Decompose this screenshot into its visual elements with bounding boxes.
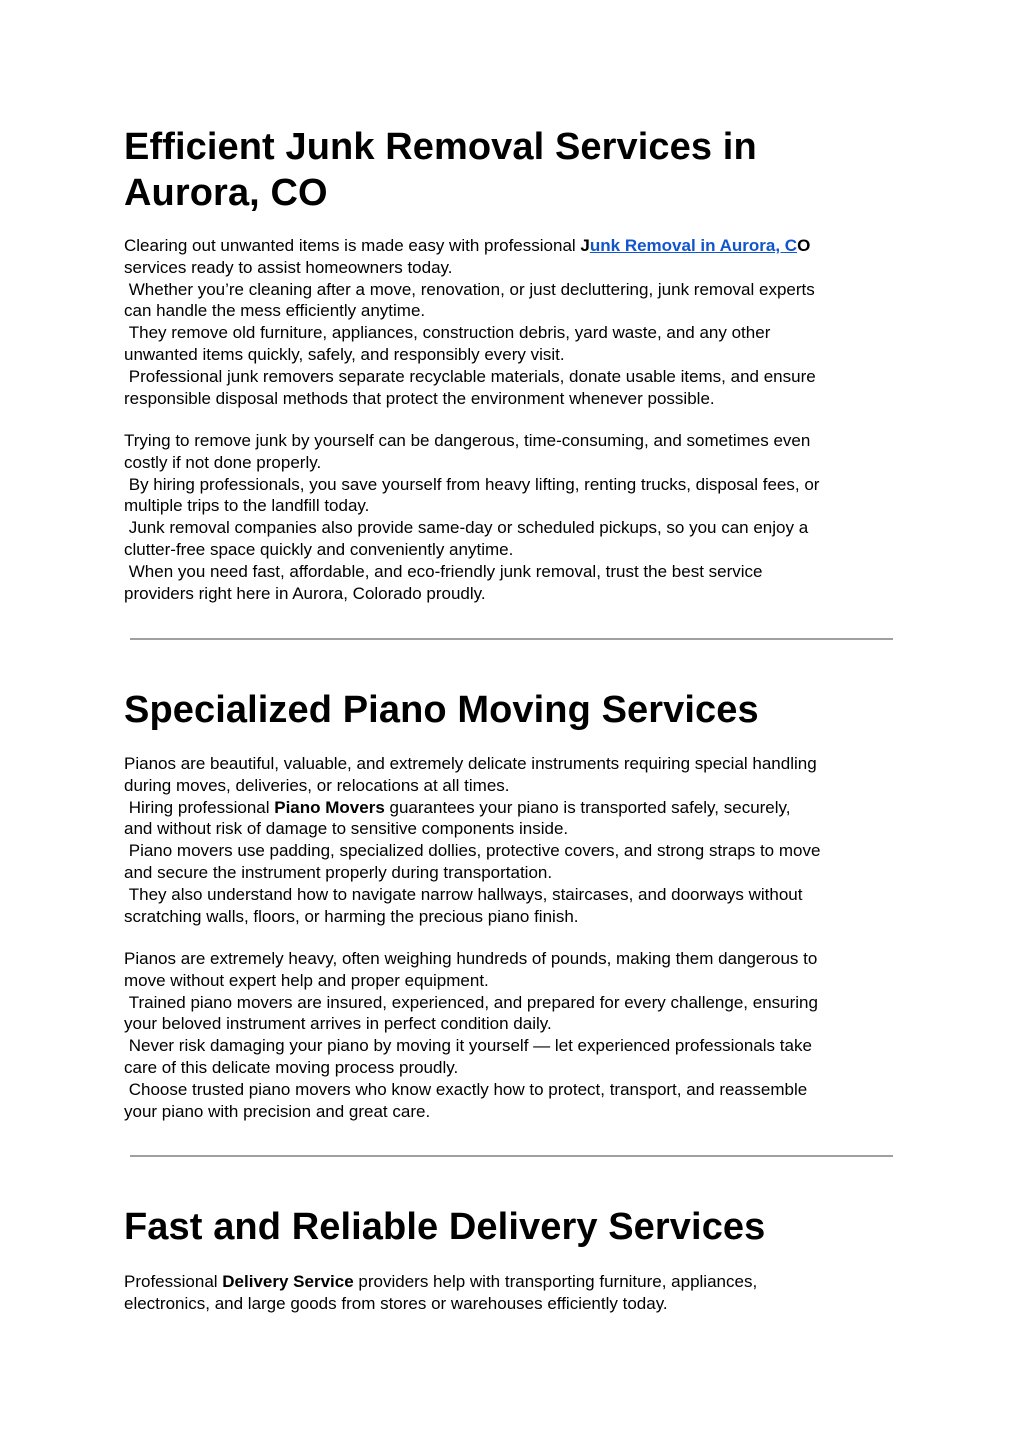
section-delivery (124, 1204, 900, 1250)
paragraph-line: Trained piano movers are insured, experienced, and prepared for every challenge, ensuring (124, 992, 818, 1012)
bold-text: Delivery Service (222, 1272, 354, 1291)
heading-junk-removal-text: Efficient Junk Removal Services in Aurora, CO (124, 126, 767, 214)
paragraph-line: Whether you’re cleaning after a move, renovation, or just decluttering, junk removal experts (124, 279, 815, 299)
paragraph-line: Trying to remove junk by yourself can be dangerous, time-consuming, and sometimes even (124, 431, 811, 450)
paragraph-line: can handle the mess efficiently anytime. (124, 301, 426, 321)
paragraph-line: Choose trusted piano movers who know exactly how to protect, transport, and reassemble (124, 1079, 808, 1099)
heading-piano-moving-text: Specialized Piano Moving Services (124, 689, 759, 731)
paragraph-line: Never risk damaging your piano by moving it yourself — let experienced professionals take (124, 1036, 812, 1056)
paragraph-text: Professional (124, 1272, 223, 1291)
heading-piano-moving (124, 687, 900, 733)
paragraph-line: Professional junk removers separate recyclable materials, donate usable items, and ensure (124, 366, 816, 386)
paragraph-line: unwanted items quickly, safely, and responsibly every visit. (124, 344, 565, 364)
paragraph-line: during moves, deliveries, or relocations at all times. (124, 775, 510, 795)
paragraph-text: Hiring professional (124, 797, 275, 817)
paragraph-line: They remove old furniture, appliances, construction debris, yard waste, and any other (124, 323, 771, 343)
paragraph-line: Junk removal companies also provide same-day or scheduled pickups, so you can enjoy a (124, 518, 809, 538)
paragraph-line: care of this delicate moving process proudly. (124, 1057, 459, 1077)
paragraph-line (124, 1271, 900, 1293)
piano-moving-paragraph-1 (124, 753, 900, 927)
junk-removal-aurora-link[interactable]: unk Removal in Aurora, C (589, 236, 798, 255)
paragraph-line: and secure the instrument properly during transportation. (124, 862, 553, 882)
section-piano-moving (124, 687, 900, 733)
paragraph-line: clutter-free space quickly and conveniently anytime. (124, 539, 514, 559)
paragraph-line: Pianos are beautiful, valuable, and extremely delicate instruments requiring special handling (124, 754, 817, 773)
paragraph-line: responsible disposal methods that protect the environment whenever possible. (124, 388, 715, 408)
paragraph-line: multiple trips to the landfill today. (124, 496, 370, 516)
heading-delivery (124, 1204, 900, 1250)
bold-text: J (580, 236, 590, 255)
paragraph-line (124, 235, 900, 257)
paragraph-text: providers help with transporting furniture, appliances, (353, 1272, 758, 1291)
piano-moving-paragraph-2 (124, 948, 900, 1122)
paragraph-line: costly if not done properly. (124, 452, 322, 472)
bold-text: Piano Movers (274, 797, 385, 817)
paragraph-text: guarantees your piano is transported safely, securely, (384, 797, 791, 817)
delivery-paragraph-1 (124, 1271, 900, 1315)
section-divider (130, 1155, 893, 1157)
paragraph-line: providers right here in Aurora, Colorado proudly. (124, 583, 486, 603)
paragraph-line: your piano with precision and great care. (124, 1101, 431, 1121)
paragraph-line: They also understand how to navigate narrow hallways, staircases, and doorways without (124, 884, 803, 904)
bold-text: O (797, 236, 811, 255)
junk-removal-paragraph-1 (124, 235, 900, 409)
section-junk-removal (124, 124, 900, 216)
paragraph-line: move without expert help and proper equipment. (124, 970, 489, 990)
paragraph-text: Clearing out unwanted items is made easy with professional (124, 236, 581, 255)
paragraph-line: scratching walls, floors, or harming the precious piano finish. (124, 906, 579, 926)
paragraph-line: your beloved instrument arrives in perfect condition daily. (124, 1014, 552, 1034)
section-divider (130, 638, 893, 640)
heading-junk-removal (124, 124, 900, 216)
paragraph-line: and without risk of damage to sensitive components inside. (124, 819, 569, 839)
paragraph-line: services ready to assist homeowners today. (124, 257, 453, 277)
paragraph-line (124, 797, 900, 819)
junk-removal-paragraph-2 (124, 430, 900, 604)
paragraph-line: electronics, and large goods from stores or warehouses efficiently today. (124, 1293, 668, 1313)
heading-delivery-text: Fast and Reliable Delivery Services (124, 1206, 766, 1248)
paragraph-line: When you need fast, affordable, and eco-friendly junk removal, trust the best service (124, 561, 763, 581)
paragraph-line: By hiring professionals, you save yourself from heavy lifting, renting trucks, disposal fees, or (124, 474, 820, 494)
paragraph-line: Pianos are extremely heavy, often weighing hundreds of pounds, making them dangerous to (124, 949, 818, 968)
paragraph-line: Piano movers use padding, specialized dollies, protective covers, and strong straps to move (124, 841, 821, 861)
